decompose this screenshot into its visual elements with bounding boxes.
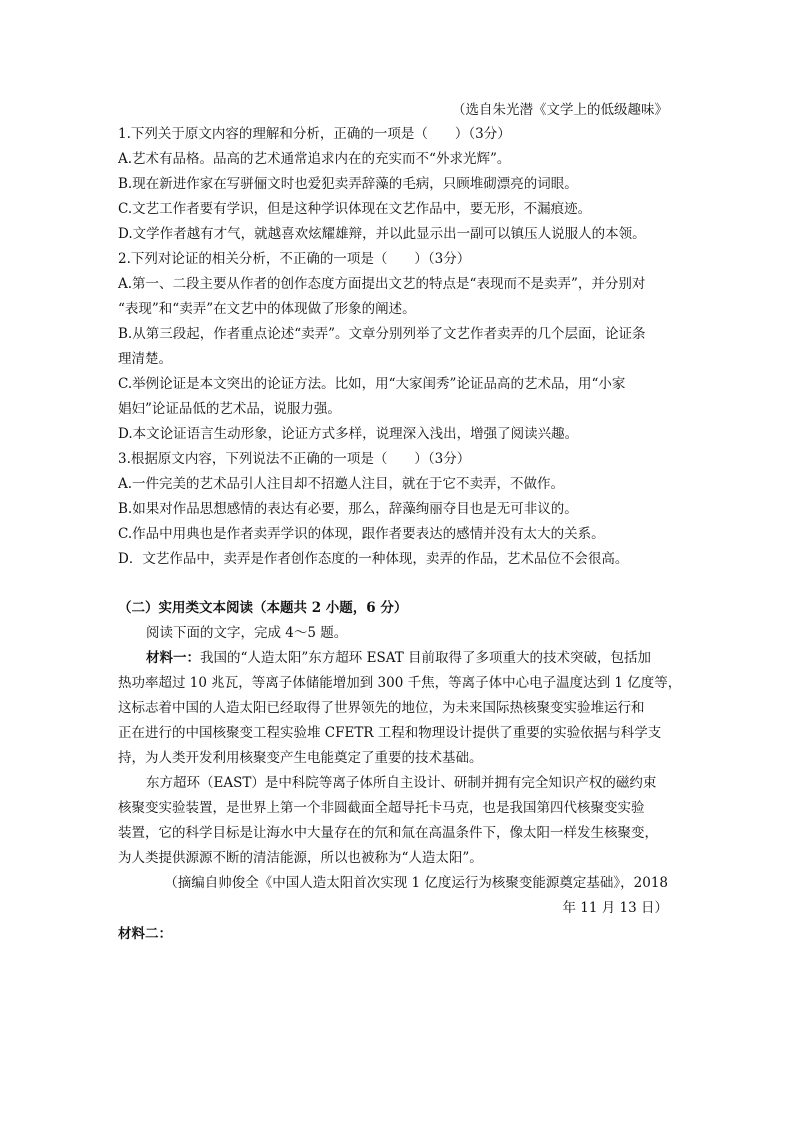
q1-option-b: B.现在新进作家在写骈俪文时也爱犯卖弄辞藻的毛病，只顾堆砌漂亮的词眼。 — [118, 176, 578, 192]
q1-option-c: C.文艺工作者要有学识，但是这种学识体现在文艺作品中，要无形，不漏痕迹。 — [118, 201, 592, 217]
material1-label: 材料一： — [146, 650, 200, 666]
q2-option-b-line2: 理清楚。 — [118, 351, 172, 367]
q2-option-a-line2: “表现”和“卖弄”在文艺中的体现做了形象的阐述。 — [118, 301, 416, 317]
q2-option-b-line1: B.从第三段起，作者重点论述“卖弄”。文章分别列举了文艺作者卖弄的几个层面，论证条 — [118, 326, 646, 342]
q3-stem: 3.根据原文内容，下列说法不正确的一项是（ ）（3分） — [118, 451, 471, 467]
material1-source-line1: （摘编自帅俊全《中国人造太阳首次实现 1 亿度运行为核聚变能源奠定基础》，2018 — [164, 875, 668, 891]
q3-option-b: B.如果对作品思想感情的表达有必要，那么，辞藻绚丽夺目也是无可非议的。 — [118, 501, 578, 517]
source-note: （选自朱光潜《文学上的低级趣味》 — [452, 102, 668, 118]
material1-source-line2: 年 11 月 13 日） — [562, 900, 668, 916]
q2-option-c-line2: 娼妇”论证品低的艺术品，说服力强。 — [118, 401, 341, 417]
q3-option-c: C.作品中用典也是作者卖弄学识的体现，跟作者要表达的感情并没有太大的关系。 — [118, 526, 605, 542]
q2-option-c-line1: C.举例论证是本文突出的论证方法。比如，用“大家闺秀”论证品高的艺术品，用“小家 — [118, 376, 626, 392]
q2-stem: 2.下列对论证的相关分析，不正确的一项是（ ）（3分） — [118, 251, 471, 267]
q1-option-d: D.文学作者越有才气，就越喜欢炫耀雄辩，并以此显示出一副可以镇压人说服人的本领。 — [118, 226, 646, 242]
material1-text-line1: 我国的“人造太阳”东方超环 ESAT 目前取得了多项重大的技术突破，包括加 — [200, 650, 652, 666]
q1-stem: 1.下列关于原文内容的理解和分析，正确的一项是（ ）（3分） — [118, 126, 511, 142]
material1-p2-line3: 装置，它的科学目标是让海水中大量存在的氘和氚在高温条件下，像太阳一样发生核聚变， — [118, 825, 658, 841]
material1-line3: 这标志着中国的人造太阳已经取得了世界领先的地位，为未来国际热核聚变实验堆运行和 — [118, 700, 645, 716]
q2-option-d: D.本文论证语言生动形象，论证方式多样，说理深入浅出，增强了阅读兴趣。 — [118, 426, 579, 442]
material1-line5: 持，为人类开发利用核聚变产生电能奠定了重要的技术基础。 — [118, 750, 483, 766]
section-instruction: 阅读下面的文字，完成 4～5 题。 — [146, 625, 348, 641]
material1-line4: 正在进行的中国核聚变工程实验堆 CFETR 工程和物理设计提供了重要的实验依据与科学支 — [118, 725, 662, 741]
q3-option-a: A.一件完美的艺术品引人注目却不招邀人注目，就在于它不卖弄，不做作。 — [118, 476, 565, 492]
material1-p2-line1: 东方超环（EAST）是中科院等离子体所自主设计、研制并拥有完全知识产权的磁约束 — [146, 775, 657, 791]
material1-p2-line4: 为人类提供源源不断的清洁能源，所以也被称为“人造太阳”。 — [118, 850, 483, 866]
q2-option-a-line1: A.第一、二段主要从作者的创作态度方面提出文艺的特点是“表现而不是卖弄”，并分别对 — [118, 276, 646, 292]
material1-line2: 热功率超过 10 兆瓦，等离子体储能增加到 300 千焦，等离子体中心电子温度达到 1 亿度等， — [118, 675, 682, 691]
material1-line1 — [146, 646, 678, 670]
q1-option-a: A.艺术有品格。品高的艺术通常追求内在的充实而不“外求光辉”。 — [118, 151, 511, 167]
material2-label: 材料二： — [118, 926, 172, 942]
q3-option-d: D．文艺作品中，卖弄是作者创作态度的一种体现，卖弄的作品，艺术品位不会很高。 — [118, 551, 629, 567]
section-heading: （二）实用类文本阅读（本题共 2 小题，6 分） — [118, 600, 408, 616]
material1-p2-line2: 核聚变实验装置，是世界上第一个非圆截面全超导托卡马克，也是我国第四代核聚变实验 — [118, 800, 645, 816]
